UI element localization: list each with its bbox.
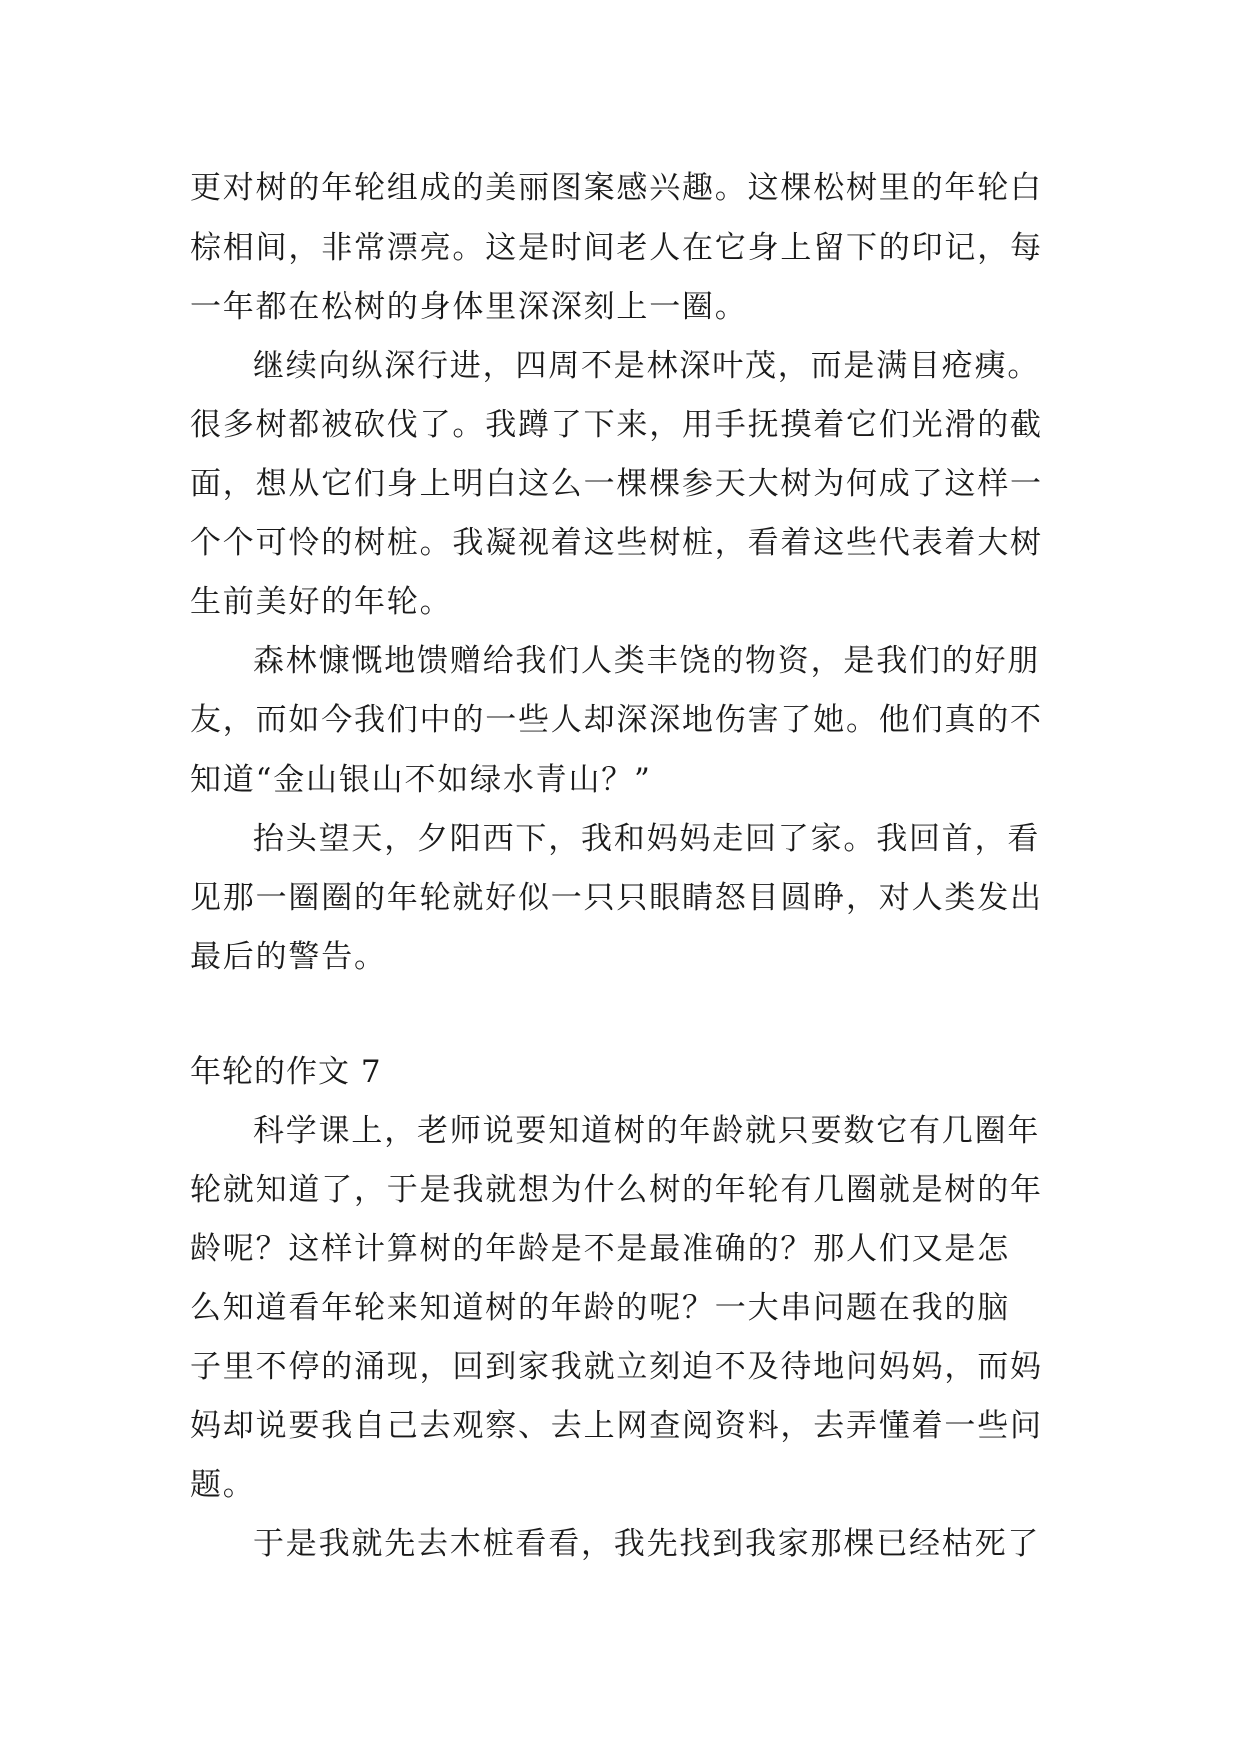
paragraph-line: 科学课上，老师说要知道树的年龄就只要数它有几圈年	[253, 1113, 1041, 1149]
paragraph-line: 于是我就先去木桩看看，我先找到我家那棵已经枯死了	[253, 1526, 1041, 1562]
paragraph-line: 个个可怜的树桩。我凝视着这些树桩，看着这些代表着大树	[190, 525, 1043, 561]
paragraph-line: 很多树都被砍伐了。我蹲了下来，用手抚摸着它们光滑的截	[190, 407, 1043, 443]
paragraph-line: 子里不停的涌现，回到家我就立刻迫不及待地问妈妈，而妈	[190, 1349, 1043, 1385]
paragraph-line: 轮就知道了，于是我就想为什么树的年轮有几圈就是树的年	[190, 1172, 1043, 1208]
paragraph-line: 一年都在松树的身体里深深刻上一圈。	[190, 289, 748, 325]
paragraph-line: 知道“金山银山不如绿水青山？”	[190, 762, 652, 798]
paragraph-line: 抬头望天，夕阳西下，我和妈妈走回了家。我回首，看	[253, 821, 1041, 857]
paragraph-line: 么知道看年轮来知道树的年龄的呢？一大串问题在我的脑	[190, 1290, 1010, 1326]
paragraph-line: 继续向纵深行进，四周不是林深叶茂，而是满目疮痍。	[253, 348, 1041, 384]
paragraph-line: 题。	[190, 1467, 256, 1503]
paragraph-line: 棕相间，非常漂亮。这是时间老人在它身上留下的印记，每	[190, 230, 1043, 266]
paragraph-line: 更对树的年轮组成的美丽图案感兴趣。这棵松树里的年轮白	[190, 170, 1043, 206]
paragraph-line: 生前美好的年轮。	[190, 584, 453, 620]
paragraph-line: 友，而如今我们中的一些人却深深地伤害了她。他们真的不	[190, 702, 1043, 738]
paragraph-line: 妈却说要我自己去观察、去上网查阅资料，去弄懂着一些问	[190, 1408, 1043, 1444]
section-heading: 年轮的作文 7	[190, 1054, 382, 1090]
paragraph-line: 见那一圈圈的年轮就好似一只只眼睛怒目圆睁，对人类发出	[190, 880, 1043, 916]
paragraph-line: 龄呢？这样计算树的年龄是不是最准确的？那人们又是怎	[190, 1231, 1010, 1267]
paragraph-line: 最后的警告。	[190, 939, 387, 975]
paragraph-line: 面，想从它们身上明白这么一棵棵参天大树为何成了这样一	[190, 466, 1043, 502]
paragraph-line: 森林慷慨地馈赠给我们人类丰饶的物资，是我们的好朋	[253, 643, 1041, 679]
